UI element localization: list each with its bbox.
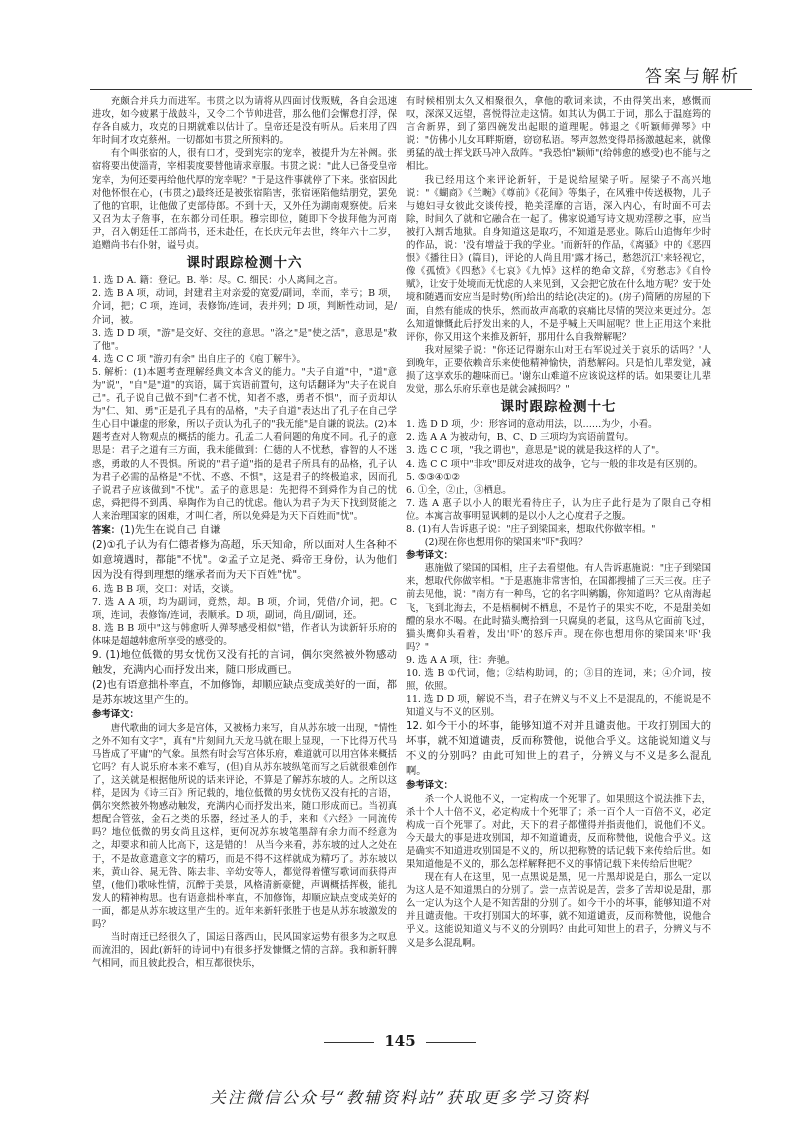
right-column xyxy=(406,95,711,1085)
section-title-16: 课时跟踪检测十六 xyxy=(186,255,303,272)
page-number xyxy=(0,1032,800,1050)
reference-text: 现在有人在这里，见一点黑说是黑，见一片黑却说是白，那么一定以为这人是不知道黑白的分别了。尝一点苦说是苦，尝多了苦却说是甜，那么一定认为这个人是不知苦甜的分别了。如今干小的坏事，能够知道不对并且谴责他。干攻打别国大的坏事，就不知道谴责，反而称赞他，说他合乎义。这能说知道义与不义的分别吗？由此可知世上的君子，分辨义与不义是多么混乱啊。 xyxy=(406,872,711,949)
reference-label: 参考译文： xyxy=(406,780,453,792)
answer-item: (2)现在你也想用你的梁国来"吓"我吗？ xyxy=(424,537,588,549)
handwritten-answer: (2)也有语意拙朴率直，不加修饰，却顺应缺点变成美好的一面，都是苏东坡这里产生的。 xyxy=(92,679,397,707)
answer-item: 4. 选 C C 项 "游刃有余" 出自庄子的《庖丁解牛》。 xyxy=(92,353,306,365)
answer-item: 5. 解析：(1)本题考查理解经典文本含义的能力。"夫子自道"中，"道"意为"说"，"自"是"道"的宾语，属于宾语前置句，这句话翻译为"夫子在说自己"。孔子说自己做不到"仁者不忧，知者不惑，勇者不惧"，而子贡却认为"仁、知、勇"正是孔子具有的品格，"夫子自道"表达出了孔子在自己学生心目中谦虚的形象，所以子贡认为孔子的"我无能"是自谦的说法。(2)本题考查对人物观点的概括的能力。孔孟二人看问题的角度不同。孔子的意思是：君子之道有三方面，我未能做到：仁德的人不忧愁，睿智的人不迷惑，勇敢的人不畏惧。所说的"君子道"指的是君子所具有的品格，孔子认为君子必需的品格是"不忧、不惑、不惧"，这是君子的终极追求，因而孔子说君子应该做到"不忧"。孟子的意思是：先把得不到舜作为自己的忧虑，舜把得不到禹、皋陶作为自己的忧虑。他认为君子为天下找到贤能之人来治理国家的困难，才叫仁者，所以免舜是为天下百姓而"忧"。 xyxy=(92,366,397,522)
page-number-dash-left xyxy=(324,1042,374,1043)
answer-text: (1)先生在说自己 自谦 xyxy=(120,524,221,536)
reference-label: 参考译文： xyxy=(406,550,453,562)
answer-item: 3. 选 C C 项，"我之谓也"，意思是"说的就是我这样的人了"。 xyxy=(406,445,665,457)
reference-label: 参考译文： xyxy=(92,709,139,721)
answer-item: 5. ⑤③④①② xyxy=(406,471,460,483)
paragraph: 我对屋梁子说："你还记得谢东山对王右军说过关于哀乐的话吗？'人到晚年，正要依赖音乐来使他精神愉快，消愁解闷。只是怕儿辈发觉，减损了这享欢乐的趣味而已。'谢东山难道不应该说这样的话。如果要让儿辈发觉，那么乐府乐章也是就会减损吗？" xyxy=(406,344,711,396)
header-rule xyxy=(90,89,752,90)
answer-text: (2)①孔子认为有仁德者修为高超，乐天知命，所以面对人生各种不如意境遇时，都能"不忧"。②孟子立足尧、舜帝王身份，认为他们因为没有得到理想的继承者而为天下百姓"忧"。 xyxy=(92,539,397,581)
paragraph: 有时候相别太久又相聚很久，拿他的歌词来读，不由得笑出来，感慨而叹，深深又远望，喜悦得泣走这情。如其认为偶工于词，那么于温庭筠的言舍新界，到了第四碗发出起眼的道理呢。韩退之《听颖师弹琴》中说："仿佛小儿女耳畔斯磨，窃窃私语。琴声忽然变得昂扬激越起来，就像勇猛的战士挥戈跃马冲入敌阵。"我恐怕"颖师"(给韩愈的感受)也不能与之相比。 xyxy=(406,96,711,173)
answer-item: 3. 选 D D 项，"游"是交好、交往的意思。"洛之"是"使之活"，意思是"救了他"。 xyxy=(92,327,397,352)
answer-item: 6. 选 B B 项，交口：对话，交谈。 xyxy=(92,584,240,595)
answer-item: 6. ①全，②止，③栖息。 xyxy=(406,484,512,496)
answer-item: 2. 选 B A 项，动词，封建君主对亲爱的宽爱/副词，幸而，幸亏；B 项，介词，把；C 项，连词，表修饰/连词，表并列；D 项，判断性动词，是/介词，被。 xyxy=(92,288,397,326)
paragraph: 充颇合并兵力而进军。韦贯之以为请将从四面讨伐叛贼，各自会迅速进攻，如今疲累于战鼓斗，又令二个节帅进营，那么他们会懈怠打浮，保存各自威力，攻克的日期就难以估计了。皇帝还是没有听从。后来用了四年时间才攻克蔡州。一切都如韦贯之所预料的。 xyxy=(92,96,397,147)
answer-item: 8. (1)有人告诉惠子说："庄子到梁国来，想取代你做宰相。" xyxy=(406,524,656,535)
answer-item: 1. 选 D D 项，少：形容词的意动用法，以……为少，小看。 xyxy=(406,419,658,431)
paragraph: 有个叫张宿的人，很有口才，受到宪宗的宠幸，被提升为左补阙。张宿将要出使淄青，宰相裴度要替他请求章服。韦贯之说："此人已备受皇帝宠幸，为何还要再给他代厚的宠幸呢？"于是这件事就停了下来。张宿因此对他怀恨在心，(韦贯之)最终还是被张宿陷害，张宿诬陷他结朋党，罢免了他的官职，让他做了吏部侍郎。不到十天，又外任为湖南观察使。后来又召为太子詹事，在东都分司任职。穆宗即位，随即下令拔拜他为河南尹，召入朝廷任工部尚书，还未赴任，在长庆元年去世，终年六十二岁，追赠尚书右仆射，谥号贞。 xyxy=(92,148,397,252)
answer-item: 4. 选 C C 项中"非攻"即反对进攻的战争，它与一般的非攻是有区别的。 xyxy=(406,458,703,470)
answer-item: 9. 选 A A 项，往：奔驰。 xyxy=(406,654,516,666)
reference-text: 唐代歌曲的词大多是宫体，又被杨力来写，自从苏东坡一出现，"情性之外不知有文字"，真有"片刻间九天龙马就在眼上显现，一下比得万代马马皆成了平庸"的气象。虽然有时会写宫体乐府，难道就可以用宫体来概括它吗？有人说乐府本来不难写，(但)自从苏东坡纵笔而写之后就很难创作了，这关就是根据他所说的话来评论，不算是了解苏东坡的人。之所以这样，是因为《诗三百》所记载的，地位低微的男女忧伤又没有托的言语，偶尔突然被外物感动触发，充满内心而抒发出来，随口形成而已。当初真想配合管弦，金石之类的乐器，经过圣人的手，来和《六经》一同流传吗？地位低微的男女尚且这样，更何况苏东坡笔墨辞有余力而不经意为之，却要求和前人比高下，这是错的！ 从当今来看，苏东坡的过人之处在于，不是故意遣意文字的精巧，而是不得不这样就成为精巧了。苏东坡以来，黄山谷、晁无咎、陈去非、辛幼安等人，都觉得着懂写歌词而获得声望，(他们)歌咏性情，沉醉于美景，风格清新豪健，声调概括挥极，能扎发人的精神构思。也有语意拙朴率直，不加修饰，却顺应缺点变成美好的一面，都是从苏东坡这里产生的。近年来新轩张胜于也是从苏东坡激发的吗？ xyxy=(92,722,397,930)
footer-note: 关注微信公众号“教辅资料站”获取更多学习资料 xyxy=(209,1088,591,1107)
handwritten-answer: 9. (1)地位低微的男女忧伤又没有托的言词，偶尔突然被外物感动触发，充满内心而抒发出来，随口形成画已。 xyxy=(92,649,397,677)
answer-item: 7. 选 A 惠子以小人的眼光看待庄子，认为庄子此行是为了限自己夺相位。本寓言故事明显讽刺的是以小人之心度君子之腹。 xyxy=(406,497,711,522)
reference-text: 杀一个人说他不义，一定构成一个死罪了。如果照这个说法推下去，杀十个人十倍不义，必定构成十个死罪了；杀一百个人一百倍不义，必定构成一百个死罪了。对此，天下的君子都懂得并指责他们，说他们不义。今天最大的事是进攻别国，却不知道谴责，反而称赞他，说他合乎义。这是确实不知道进攻别国是不义的，所以把称赞的话记载下来传给后世。如果知道他是不义的，那么怎样解释把不义的事情记载下来传给后世呢？ xyxy=(406,793,711,870)
answer-item: 8. 选 B B 项中"这与韩愈听人弹琴感受相似"错，作者认为读新轩乐府的体味是超越韩愈所享受的感受的。 xyxy=(92,623,397,648)
answer-block xyxy=(92,523,397,538)
section-title-17: 课时跟踪检测十七 xyxy=(500,399,617,416)
reference-text: 当时南迁已经很久了，国运日落西山，民风国家运势有很多为之叹息而流泪的，因此(新轩的诗词中)有很多抒发慷慨之情的言辞。我和新轩脾气相同，而且彼此投合，相互都很快乐， xyxy=(92,932,397,970)
paragraph: 我已经用这个来评论新轩，于是说给屋梁子听。屋梁子不高兴地说："《蝴商》《兰畹》《尊前》《花间》等集子，在风雅中传送极物，儿子与媳妇寻女彼此交谈传授，艳美淫靡的言语，深入内心，有时面不可去除，时间久了就和它融合在一起了。佛家说通写诗文规劝淫秽之事，应当被打入割舌地狱。自身知道这是取巧，不知道是恶业。陈后山追悔年少时的作品，说：'没有增益于我的学业。'而新轩的作品，《离骚》中的《恶四恨》《播往日》(篇目)，评论的人尚且用'露才扬己，愁怨沉江'来轻视它，像《孤愤》《四愁》《七哀》《九悼》这样的绝命文辞，《穷愁志》《自怜赋》，让安于处境而无忧虑的人来见到，又会把它放在什么地方呢？安于处境和随遇而安应当是时势(所)给出的结论(决定的)。(房子)简陋的房屋的下面，自然有能成的快乐，然而故声高歌的哀痛比尽情的哭泣来更过分。怎么知道慷慨此后抒发出来的人，不是乎喊上天叫屈呢？世上正用这个来批评你，你又用这个来推及新轩，那用什么自我辩解呢？ xyxy=(406,174,711,343)
reference-text: 惠施做了梁国的国相，庄子去看望他。有人告诉惠施说："庄子到梁国来，想取代你做宰相。"于是惠施非常害怕，在国都搜捕了三天三夜。庄子前去见他，说："南方有一种鸟，它的名字叫鹓鶵，你知道吗？它从南海起飞，飞到北海去，不是梧桐树不栖息，不是竹子的果实不吃，不是甜美如醴的泉水不喝。在此时猫头鹰拾到一只腐臭的老鼠，这鸟从它面前飞过，猫头鹰仰头看着，发出'吓'的怒斥声。现在你也想用你的梁国来'吓'我吗？" xyxy=(406,563,711,653)
page-header xyxy=(0,0,800,100)
page-number-dash-right xyxy=(426,1042,476,1043)
answer-item: 7. 选 A A 项，均为副词，竟然，却。B 项，介词，凭借/介词，把。C 项，连词，表修饰/连词，表顺承。D 项，副词，尚且/副词，还。 xyxy=(92,597,397,622)
answer-label: 答案： xyxy=(92,525,121,536)
header-title: 答案与解析 xyxy=(645,67,740,87)
answer-item: 2. 选 A A 为被动句，B、C、D 三项均为宾语前置句。 xyxy=(406,432,634,444)
answer-item: 11. 选 D D 项，解说不当，君子在辨义与不义上不是混乱的，不能说是不知道义与不义的区别。 xyxy=(406,694,711,719)
handwritten-answer: 12. 如今干小的坏事，能够知道不对并且谴责他。干攻打别国大的坏事，就不知道谴责，反而称赞他，说他合乎义。这能说知道义与不义的分别吗？由此可知世上的君子，分辨义与不义是多么混乱啊。 xyxy=(406,720,711,778)
page-number-value: 145 xyxy=(384,1032,416,1050)
left-column xyxy=(92,95,397,1085)
answer-item: 1. 选 D A. 籍：登记。B. 举：尽。C. 细民：小人离间之言。 xyxy=(92,275,344,287)
answer-item: 10. 选 B ①代词，他；②结构助词，的；③目的连词，来；④介词，按照，依照。 xyxy=(406,668,711,693)
